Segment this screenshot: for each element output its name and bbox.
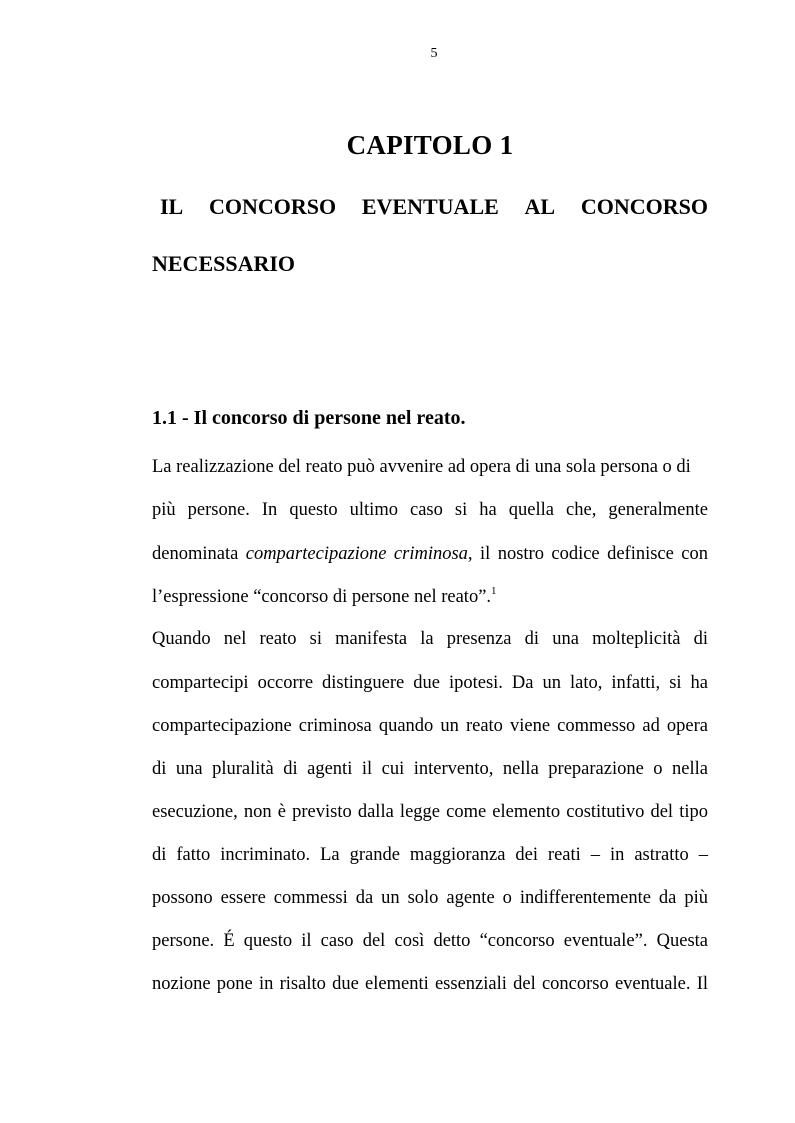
italic-term: compartecipazione criminosa, [245, 544, 473, 564]
body-line-5: Quando nel reato si manifesta la presenza di una molteplicità di [152, 629, 708, 649]
chapter-title-word: CONCORSO [580, 194, 708, 219]
body-line-6: compartecipi occorre distinguere due ipotesi. Da un lato, infatti, si ha [152, 673, 708, 693]
body-line-4 [152, 585, 708, 609]
chapter-title-word: EVENTUALE [361, 194, 499, 219]
body-line-12: persone. É questo il caso del così detto “concorso eventuale”. Questa [152, 931, 708, 951]
body-text: denominata [152, 544, 246, 564]
body-line-2: più persone. In questo ultimo caso si ha quella che, generalmente [152, 500, 708, 520]
body-line-9: esecuzione, non è previsto dalla legge come elemento costitutivo del tipo [152, 802, 708, 822]
footnote-reference[interactable]: 1 [491, 585, 497, 597]
chapter-title-word: CONCORSO [209, 194, 337, 219]
body-line-10: di fatto incriminato. La grande maggioranza dei reati – in astratto – [152, 845, 708, 865]
body-line-1: La realizzazione del reato può avvenire ad opera di una sola persona o di [152, 457, 691, 477]
page-number: 5 [430, 46, 438, 61]
chapter-title-line-1 [152, 194, 708, 220]
section-heading: 1.1 - Il concorso di persone nel reato. [152, 407, 466, 429]
chapter-title-line-2: NECESSARIO [152, 251, 296, 276]
body-text: il nostro codice definisce con [472, 544, 708, 564]
body-line-7: compartecipazione criminosa quando un reato viene commesso ad opera [152, 716, 708, 736]
chapter-title-word: AL [524, 194, 556, 219]
chapter-title-word: IL [160, 194, 184, 219]
body-text: l’espressione “concorso di persone nel reato”. [152, 587, 492, 607]
body-line-11: possono essere commessi da un solo agente o indifferentemente da più [152, 888, 708, 908]
body-line-8: di una pluralità di agenti il cui intervento, nella preparazione o nella [152, 759, 708, 779]
body-line-3 [152, 542, 708, 566]
body-line-13: nozione pone in risalto due elementi essenziali del concorso eventuale. Il [152, 974, 708, 994]
chapter-label: CAPITOLO 1 [346, 130, 514, 160]
